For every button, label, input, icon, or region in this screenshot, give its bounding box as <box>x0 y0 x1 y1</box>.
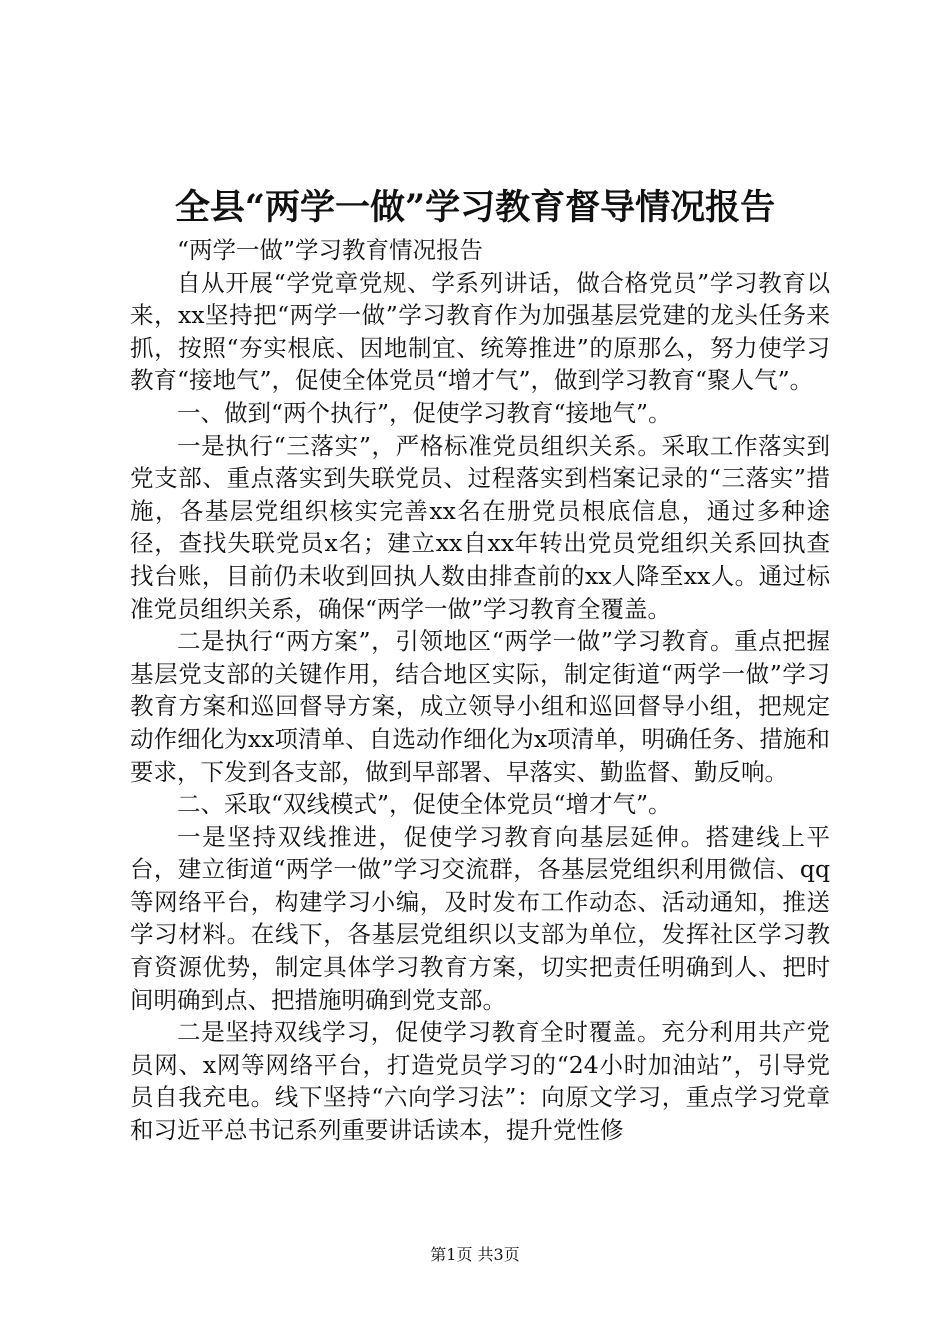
paragraph-1-2: 二是执行“两方案”，引领地区“两学一做”学习教育。重点把握基层党支部的关键作用，结合地区实际，制定街道“两学一做”学习教育方案和巡回督导方案，成立领导小组和巡回督导小组，把规定动作细化为xx项清单、自选动作细化为x项清单，明确任务、措施和要求，下发到各支部，做到早部署、早落实、勤监督、勤反响。 <box>130 627 830 786</box>
section-heading-1: 一、做到“两个执行”，促使学习教育“接地气”。 <box>177 398 672 427</box>
paragraph-2-2: 二是坚持双线学习，促使学习教育全时覆盖。充分利用共产党员网、x网等网络平台，打造党员学习的“24小时加油站”，引导党员自我充电。线下坚持“六向学习法”：向原文学习，重点学习党章和习近平总书记系列重要讲话读本，提升党性修 <box>130 1018 830 1145</box>
section-heading-2: 二、采取“双线模式”，促使全体党员“增才气”。 <box>177 790 672 819</box>
paragraph-intro: 自从开展“学党章党规、学系列讲话，做合格党员”学习教育以来，xx坚持把“两学一做”学习教育作为加强基层党建的龙头任务来抓，按照“夯实根底、因地制宜、统筹推进”的原那么，努力使学习教育“接地气”，促使全体党员“增才气”，做到学习教育“聚人气”。 <box>130 268 830 395</box>
paragraph-1-1: 一是执行“三落实”，严格标准党员组织关系。采取工作落实到党支部、重点落实到失联党员、过程落实到档案记录的“三落实”措施，各基层党组织核实完善xx名在册党员根底信息，通过多种途径，查找失联党员x名；建立xx自xx年转出党员党组织关系回执查找台账，目前仍未收到回执人数由排查前的xx人降至xx人。通过标准党员组织关系，确保“两学一做”学习教育全覆盖。 <box>130 431 830 623</box>
page-number-footer: 第1页 共3页 <box>430 1245 520 1264</box>
paragraph-2-1: 一是坚持双线推进，促使学习教育向基层延伸。搭建线上平台，建立街道“两学一做”学习交流群，各基层党组织利用微信、qq等网络平台，构建学习小编，及时发布工作动态、活动通知，推送学习材料。在线下，各基层党组织以支部为单位，发挥社区学习教育资源优势，制定具体学习教育方案，切实把责任明确到人、把时间明确到点、把措施明确到党支部。 <box>130 822 830 1014</box>
document-title: 全县“两学一做”学习教育督导情况报告 <box>174 187 776 228</box>
document-body <box>130 234 830 1147</box>
paragraph-subtitle: “两学一做”学习教育情况报告 <box>177 236 484 264</box>
